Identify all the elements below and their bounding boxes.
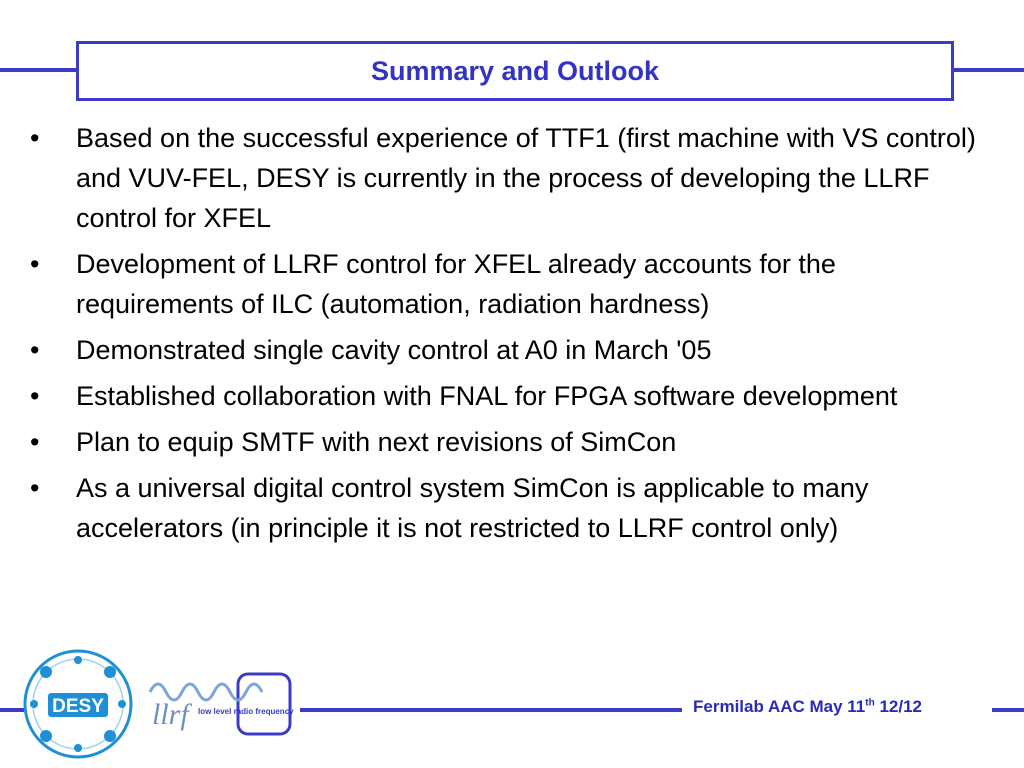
- list-item: [30, 244, 1000, 324]
- top-rule-left: [0, 68, 78, 72]
- top-rule-right: [952, 68, 1024, 72]
- list-item: [30, 330, 1000, 370]
- bullet-text: Based on the successful experience of TTF1 (first machine with VS control) and VUV-FEL, DESY is currently in the process of developing the LLRF control for XFEL: [76, 123, 976, 233]
- bullet-dot: •: [30, 249, 40, 279]
- bullet-dot: •: [30, 381, 40, 411]
- llrf-logo: [148, 672, 296, 738]
- page-title: Summary and Outlook: [370, 55, 660, 86]
- list-item: [30, 118, 1000, 238]
- title-box: [76, 41, 954, 101]
- bullet-dot: •: [30, 473, 40, 503]
- desy-logo: [22, 648, 134, 760]
- bottom-rule-right: [992, 708, 1024, 712]
- footer-text: [693, 697, 922, 717]
- bullet-text: Demonstrated single cavity control at A0 in March '05: [76, 335, 712, 365]
- llrf-logo-letters: llrf: [152, 698, 189, 731]
- bullet-list: [30, 118, 1000, 554]
- list-item: [30, 376, 1000, 416]
- bullet-dot: •: [30, 427, 40, 457]
- bottom-rule-left: [0, 708, 24, 712]
- bullet-dot: •: [30, 335, 40, 365]
- bullet-text: As a universal digital control system SimCon is applicable to many accelerators (in principle it is not restricted to LLRF control only): [76, 473, 869, 543]
- footer-event: Fermilab AAC May 11: [693, 697, 866, 716]
- list-item: [30, 422, 1000, 462]
- bullet-text: Established collaboration with FNAL for FPGA software development: [76, 381, 898, 411]
- footer-superscript: th: [865, 697, 875, 709]
- bullet-dot: •: [30, 123, 40, 153]
- list-item: [30, 468, 1000, 548]
- llrf-logo-label: low level radio frequency: [198, 707, 294, 716]
- desy-logo-text: DESY: [52, 696, 104, 717]
- footer-page-number: 12/12: [874, 697, 922, 716]
- bullet-text: Development of LLRF control for XFEL already accounts for the requirements of ILC (automation, radiation hardness): [76, 249, 836, 319]
- bullet-text: Plan to equip SMTF with next revisions of SimCon: [76, 427, 677, 457]
- bottom-rule-middle: [300, 708, 682, 712]
